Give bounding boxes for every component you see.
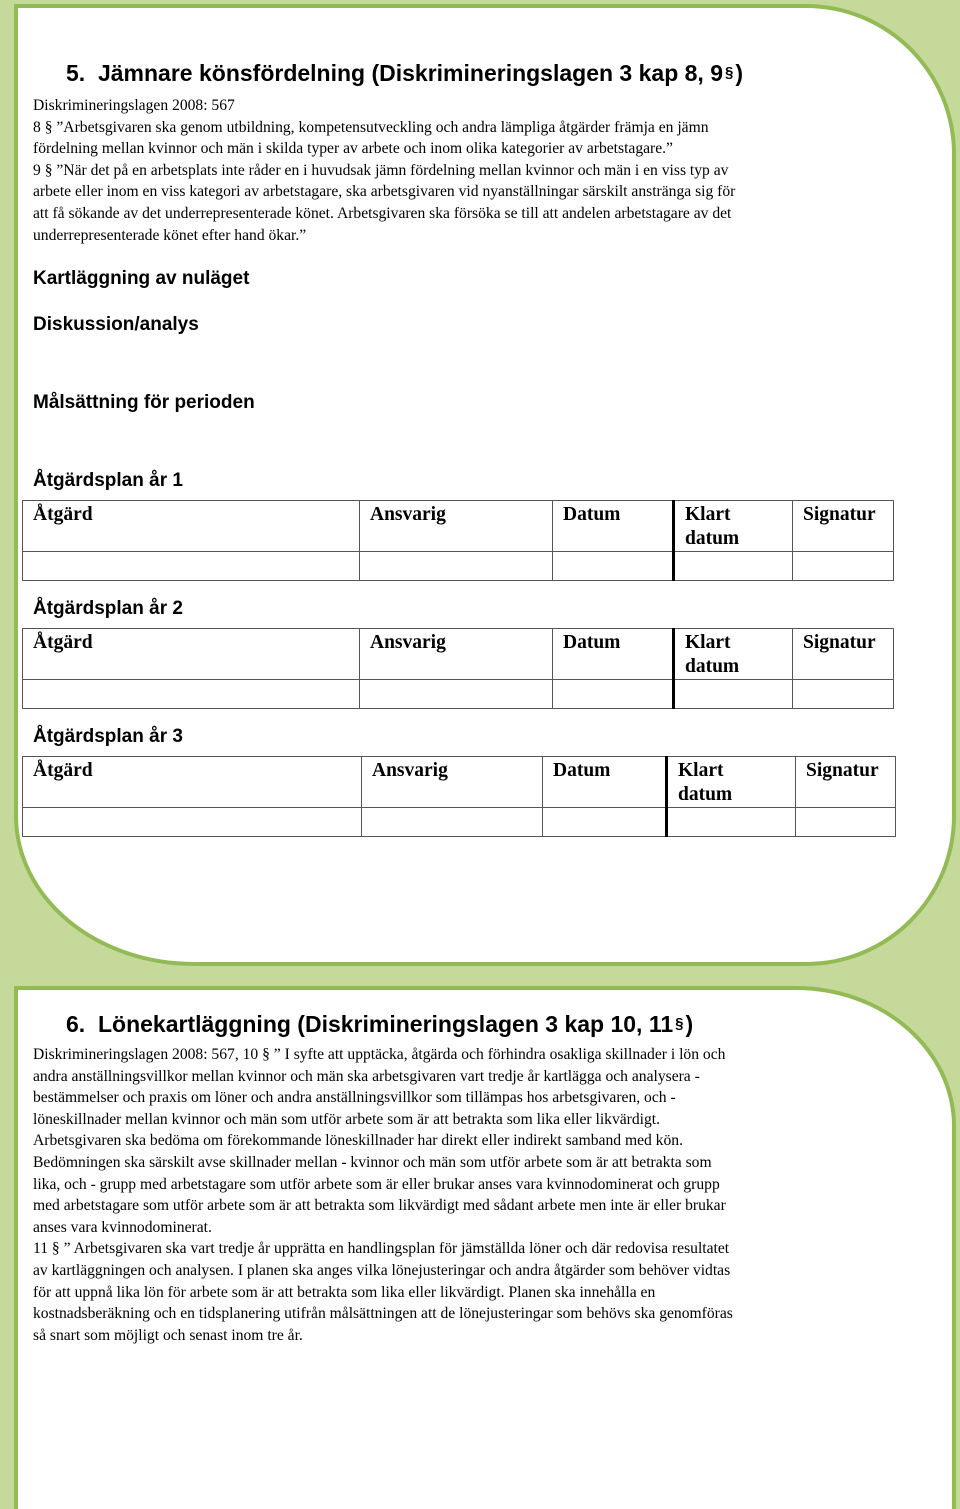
cell-klart-datum[interactable] [667,808,796,837]
law-text-line: Diskrimineringslagen 2008: 567, 10 § ” I syfte att upptäcka, åtgärda och förhindra osakliga skillnader i lön och [33,1046,726,1063]
col-klart-datum: Klart datum [667,757,796,808]
paragraph-9-line: att få sökande av det underrepresenterade könet. Arbetsgivaren ska försöka se till att andelen arbetstagare av det [33,204,732,222]
law-text-line: andra anställningsvillkor mellan kvinnor och män ska arbetsgivaren vart tredje år kartlägga och analysera - [33,1067,700,1085]
cell-atgard[interactable] [23,680,360,709]
paragraph-9-line: 9 § ”När det på en arbetsplats inte råder en i huvudsak jämn fördelning mellan kvinnor och män i en viss typ av [33,161,729,179]
col-ansvarig: Ansvarig [360,629,553,680]
col-datum: Datum [553,629,674,680]
law-text-line: så snart som möjligt och senast inom tre år. [33,1326,303,1344]
plan-3-heading: Åtgärdsplan år 3 [33,726,183,747]
law-text-line: lika, och - grupp med arbetstagare som utför arbete som är eller brukar anses vara kvinnodominerat och grupp [33,1175,720,1193]
col-atgard: Åtgärd [23,501,360,552]
paragraph-9-line: underrepresenterade könet efter hand ökar.” [33,226,307,244]
plan-2-table [22,628,894,709]
kartlaggning-heading: Kartläggning av nuläget [33,268,250,289]
section-5-heading: 5. Jämnare könsfördelning (Diskrimineringslagen 3 kap 8, 9 §) [66,60,744,86]
law-text-line: Arbetsgivaren ska bedöma om förekommande löneskillnader har direkt eller indirekt samband med kön. [33,1132,683,1150]
cell-ansvarig[interactable] [360,680,553,709]
col-ansvarig: Ansvarig [360,501,553,552]
col-datum: Datum [543,757,667,808]
cell-datum[interactable] [553,680,674,709]
table-header-row [23,757,896,808]
plan-2-heading: Åtgärdsplan år 2 [33,598,183,619]
diskussion-heading: Diskussion/analys [33,314,199,335]
table-header-row [23,501,894,552]
law-text-line: kostnadsberäkning och en tidsplanering utifrån målsättningen att de lönejusteringar som behövs ska genomföras [33,1305,733,1323]
paragraph-9-line: arbete eller inom en viss kategori av arbetstagare, ska arbetsgivaren vid nyanställningar särskilt anstränga sig för [33,183,736,201]
col-klart-datum: Klart datum [674,629,793,680]
cell-ansvarig[interactable] [360,552,553,581]
cell-datum[interactable] [543,808,667,837]
law-text-line: Bedömningen ska särskilt avse skillnader mellan - kvinnor och män som utför arbete som är att betrakta som [33,1153,712,1171]
law-text-line: för att uppnå lika lön för arbete som är att betrakta som lika eller likvärdigt. Planen ska innehålla en [33,1283,656,1301]
cell-signatur[interactable] [793,552,894,581]
cell-datum[interactable] [553,552,674,581]
section-6-law-text [33,1044,733,1346]
law-text-line: bestämmelser och praxis om löner och andra anställningsvillkor som tillämpas hos arbetsgivaren, och - [33,1089,676,1107]
paragraph-8-line: fördelning mellan kvinnor och män i skilda typer av arbete och inom olika kategorier av arbetstagare.” [33,140,673,158]
plan-3-table [22,756,896,837]
col-klart-datum: Klart datum [674,501,793,552]
cell-ansvarig[interactable] [362,808,543,837]
cell-signatur[interactable] [796,808,896,837]
col-ansvarig: Ansvarig [362,757,543,808]
law-text-line: löneskillnader mellan kvinnor och män som utför arbete som är att betrakta som lika eller likvärdigt. [33,1110,661,1128]
col-atgard: Åtgärd [23,757,362,808]
table-header-row [23,629,894,680]
law-text-line: 11 § ” Arbetsgivaren ska vart tredje år upprätta en handlingsplan för jämställda löner och där redovisa resultatet [33,1240,730,1258]
cell-signatur[interactable] [793,680,894,709]
cell-atgard[interactable] [23,808,362,837]
paragraph-8-line: 8 § ”Arbetsgivaren ska genom utbildning, kompetensutveckling och andra lämpliga åtgärder främja en jämn [33,118,709,136]
plan-1-heading: Åtgärdsplan år 1 [33,470,183,491]
table-row [23,680,894,709]
table-row [23,808,896,837]
table-row [23,552,894,581]
cell-atgard[interactable] [23,552,360,581]
cell-klart-datum[interactable] [674,552,793,581]
law-text-line: av kartläggningen och analysen. I planen ska anges vilka lönejusteringar och andra åtgärder som behöver vidtas [33,1261,731,1279]
cell-klart-datum[interactable] [674,680,793,709]
law-text-line: med arbetstagare som utför arbete som är att betrakta som likvärdigt med sådant arbete men inte är eller brukar [33,1197,726,1215]
section-5-law-text [33,95,735,246]
col-signatur: Signatur [793,629,894,680]
law-text-line: anses vara kvinnodominerat. [33,1218,212,1236]
col-datum: Datum [553,501,674,552]
malsattning-heading: Målsättning för perioden [33,392,255,413]
col-atgard: Åtgärd [23,629,360,680]
section-6-heading: 6. Lönekartläggning (Diskrimineringslagen 3 kap 10, 11 §) [66,1011,694,1037]
col-signatur: Signatur [796,757,896,808]
col-signatur: Signatur [793,501,894,552]
plan-1-table [22,500,894,581]
law-reference: Diskrimineringslagen 2008: 567 [33,97,235,114]
